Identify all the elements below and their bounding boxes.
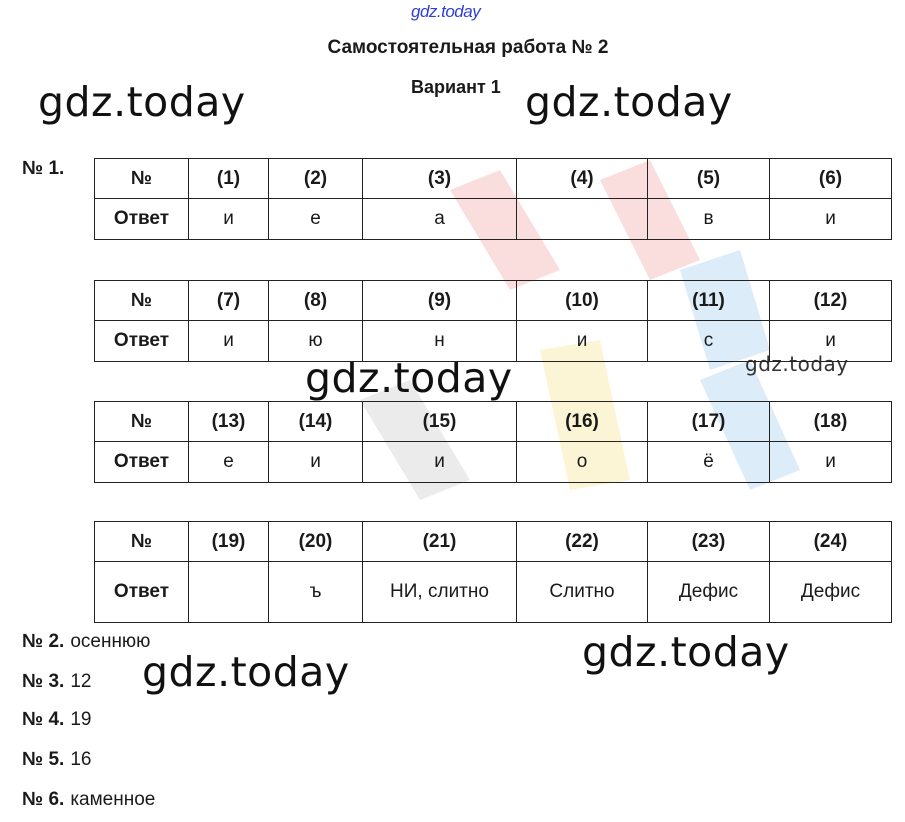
answer-cell: н [363, 321, 517, 362]
answer-line [22, 749, 91, 771]
answer-cell: и [770, 199, 892, 240]
task-number: (9) [363, 281, 517, 321]
row-label-answer: Ответ [95, 562, 189, 623]
task-number: (19) [189, 522, 269, 562]
answer-label: № 5. [22, 749, 65, 770]
answer-label: № 3. [22, 671, 65, 692]
task-number: (14) [269, 402, 363, 442]
answer-table-3 [94, 401, 892, 483]
task-number: (15) [363, 402, 517, 442]
answer-cell: и [189, 199, 269, 240]
answer-cell: Дефис [770, 562, 892, 623]
task-number: (21) [363, 522, 517, 562]
task-number: (6) [770, 159, 892, 199]
answer-table-2 [94, 280, 892, 362]
row-label-answer: Ответ [95, 321, 189, 362]
answer-cell: е [189, 442, 269, 483]
answer-line [22, 709, 91, 731]
task-number: (11) [648, 281, 770, 321]
task-number: (22) [517, 522, 648, 562]
answer-cell: с [648, 321, 770, 362]
answer-table-4 [94, 521, 892, 623]
watermark: gdz.today [305, 354, 513, 402]
answer-cell: е [269, 199, 363, 240]
answer-cell: а [363, 199, 517, 240]
task-number: (23) [648, 522, 770, 562]
answer-label: № 6. [22, 789, 65, 810]
task-number: (10) [517, 281, 648, 321]
task-number: (18) [770, 402, 892, 442]
variant-label: Вариант 1 [411, 77, 501, 97]
task-number: (8) [269, 281, 363, 321]
top-watermark: gdz.today [411, 2, 481, 21]
task-number: (5) [648, 159, 770, 199]
task-number: (2) [269, 159, 363, 199]
answer-cell: Слитно [517, 562, 648, 623]
watermark: gdz.today [38, 78, 246, 126]
answer-line [22, 789, 155, 811]
answer-cell: ю [269, 321, 363, 362]
answer-cell: о [517, 442, 648, 483]
task-number: (4) [517, 159, 648, 199]
watermark: gdz.today [745, 352, 849, 376]
task-number: (16) [517, 402, 648, 442]
answer-cell: и [770, 442, 892, 483]
answer-cell: ё [648, 442, 770, 483]
answer-cell: и [770, 321, 892, 362]
answer-cell: и [189, 321, 269, 362]
row-label-num: № [95, 402, 189, 442]
page-title: Самостоятельная работа № 2 [327, 37, 609, 58]
answer-line [22, 631, 150, 653]
task1-label: № 1. [22, 158, 65, 179]
answer-cell: и [517, 321, 648, 362]
answer-cell: Дефис [648, 562, 770, 623]
answer-cell: НИ, слитно [363, 562, 517, 623]
answer-cell [189, 562, 269, 623]
row-label-answer: Ответ [95, 442, 189, 483]
row-label-num: № [95, 159, 189, 199]
answer-label: № 2. [22, 631, 65, 652]
answer-cell: и [269, 442, 363, 483]
task-number: (12) [770, 281, 892, 321]
watermark: gdz.today [582, 628, 790, 676]
answer-value: 16 [70, 749, 92, 770]
answer-cell: в [648, 199, 770, 240]
task-number: (7) [189, 281, 269, 321]
answer-value: осеннюю [70, 631, 151, 652]
task-number: (1) [189, 159, 269, 199]
task-number: (17) [648, 402, 770, 442]
row-label-answer: Ответ [95, 199, 189, 240]
answer-cell [517, 199, 648, 240]
task-number: (13) [189, 402, 269, 442]
answer-cell: и [363, 442, 517, 483]
task-number: (3) [363, 159, 517, 199]
row-label-num: № [95, 281, 189, 321]
watermark: gdz.today [142, 648, 350, 696]
task-number: (24) [770, 522, 892, 562]
answer-label: № 4. [22, 709, 65, 730]
watermark: gdz.today [525, 78, 733, 126]
answer-line [22, 671, 91, 693]
answer-value: 12 [70, 671, 92, 692]
task-number: (20) [269, 522, 363, 562]
answer-table-1 [94, 158, 892, 240]
answer-value: каменное [70, 789, 156, 810]
answer-value: 19 [70, 709, 92, 730]
row-label-num: № [95, 522, 189, 562]
answer-cell: ъ [269, 562, 363, 623]
